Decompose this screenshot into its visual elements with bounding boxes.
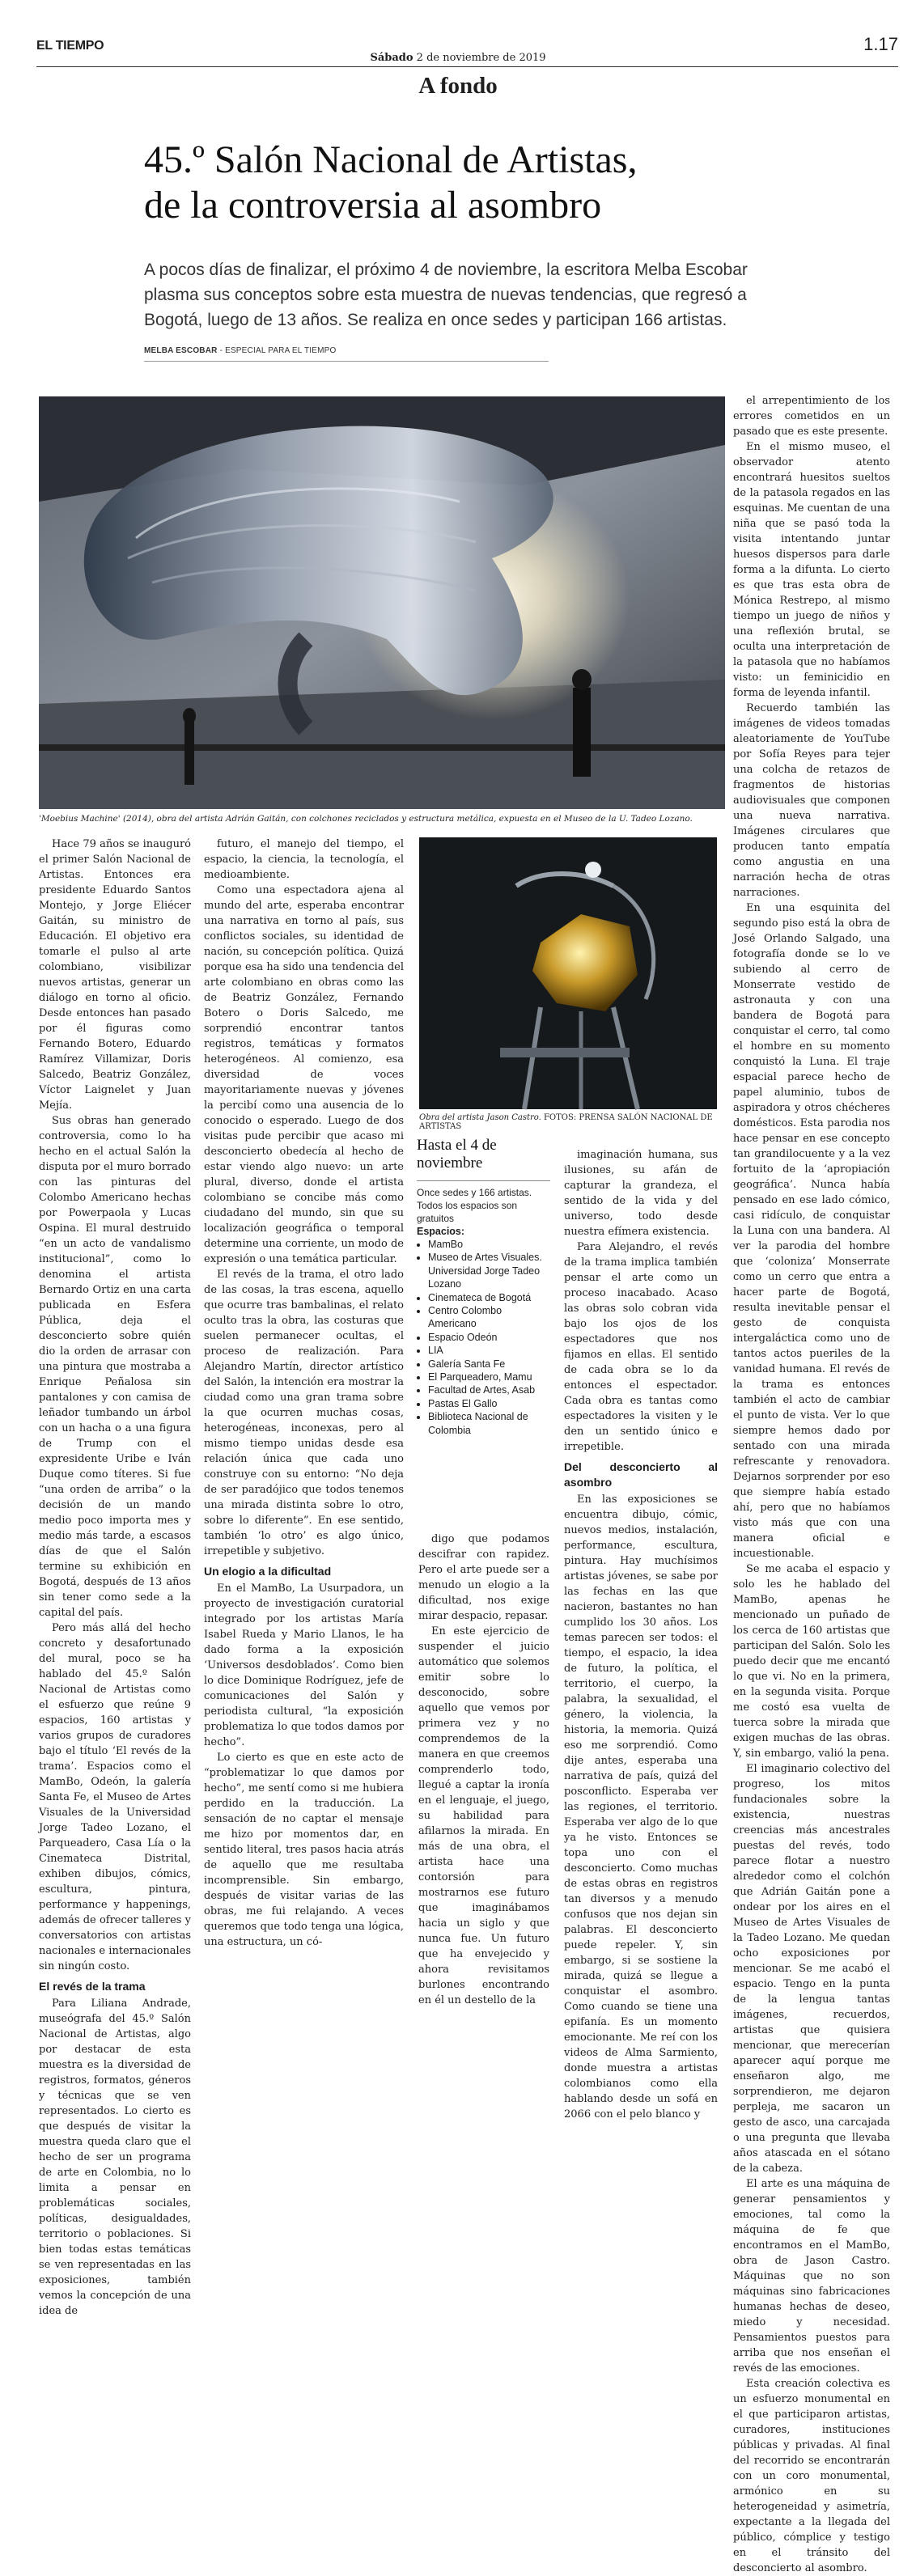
venue-item: • MamBo <box>428 1238 550 1251</box>
masthead: EL TIEMPO <box>36 39 104 53</box>
paragraph: Hace 79 años se inauguró el primer Salón Nacional de Artistas. Entonces era presidente Eduardo Santos Montejo, y Jorge Eliécer Gaitán, su ministro de Educación. El objetivo era tomarle el pulso al arte colombiano, visibilizar nuevos artistas, generar un diálogo en torno al oficio. Desde entonces han pasado por él figuras como Fernando Botero, Eduardo Ramírez Villamizar, Doris Salcedo, Beatriz González, Víctor Laignelet y Juan Mejía. <box>39 838 191 1112</box>
subheading-elogio-dificultad: Un elogio a la dificultad <box>204 1565 332 1578</box>
second-photo-caption <box>419 1113 727 1131</box>
moebius-machine-image <box>39 396 725 809</box>
paragraph: Lo cierto es que en este acto de “problematizar lo que damos por hecho”, me sentí como si me hubiera perdido en la traducción. La sensación de no captar el mensaje me hizo por momentos dar, en sentido literal, tres pasos hacia atrás de aquello que me resultaba incomprensible. Sin embargo, después de visitar varias de las obras, me fui relajando. A veces queremos que todo tenga una lógica, una estructura, un có- <box>204 1752 404 1948</box>
header-rule <box>36 66 898 67</box>
venue-item: • LIA <box>428 1344 550 1357</box>
page-number: 1.17 <box>863 34 898 54</box>
info-box <box>417 1137 550 1517</box>
paragraph: En este ejercicio de suspender el juicio automático que solemos emitir sobre lo desconocido, sobre aquello que vemos por primera vez y no comprendemos de la manera en que creemos comprenderlo todo, llegué a captar la ironía en el lenguaje, el juego, su habilidad para afilarnos la mirada. En más de una obra, el artista hace una contorsión para mostrarnos ese futuro que imaginábamos hacia un siglo y que nunca fue. Un futuro que ha envejecido y ahora revisitamos burlones encontrando en él un destello de la <box>418 1625 549 2006</box>
venue-item: • Cinemateca de Bogotá <box>428 1291 550 1304</box>
headline <box>144 138 791 228</box>
venue-item: • Espacio Odeón <box>428 1331 550 1344</box>
deck: A pocos días de finalizar, el próximo 4 de noviembre, la escritora Melba Escobar plasma sus conceptos sobre esta muestra de nuevas tendencias, que regresó a Bogotá, luego de 13 años. Se realiza en once sedes y participan 166 artistas. <box>144 261 748 329</box>
paragraph: El revés de la trama, el otro lado de las cosas, la tras escena, aquello que ocurre tras bambalinas, el relato oculto tras la obra, las costuras que suelen permanecer ocultas, el proceso de realización. Para Alejandro Martín, director artístico del Salón, la intención era mostrar la ciudad como una gran trama sobre la que ocurren muchas cosas, heterogéneas, inconexas, pero al mismo tiempo unidas desde esa relación única que cada uno construye con su entorno: “No deja de ser paradójico que todos tenemos una mirada distinta sobre lo otro, sobre lo diferente”. En ese sentido, también ‘lo otro’ es algo único, irrepetible y subjetivo. <box>204 1269 404 1557</box>
article-column-3 <box>418 1532 549 2006</box>
venue-item: • Centro Colombo Americano <box>428 1304 550 1331</box>
info-box-title: Hasta el 4 de noviembre <box>417 1137 497 1171</box>
paragraph: En las exposiciones se encuentra dibujo, cómic, nuevos medios, instalación, performance, escultura, pintura. Hay muchísimos artistas jóvenes, se sabe por las fechas en las que nacieron, bastantes no han cumplido los 30 años. Los temas parecen ser todos: el tiempo, el espacio, la idea de futuro, la política, el territorio, el cuerpo, la palabra, la sexualidad, el género, la violencia, la historia, la memoria. Quizá eso me sorprendió. Como dije antes, esperaba una narrativa de país, quizá del posconflicto. Esperaba ver las regiones, el territorio. Esperaba ver algo de lo que ya he visto. Entonces se topa uno con el desconcierto. Como muchas de estas obras en registros tan diversos y a menudo confusos que nos dejan sin palabras. El desconcierto puede repeler. Y, sin embargo, si se sostiene la mirada, quizá se llegue a conquistar el asombro. Como cuando se tiene una epifanía. Es un momento emocionante. Me reí con los videos de Alma Sarmiento, donde muestra a artistas colombianos como ella hablando desde un sofá en 2066 con el pelo blanco y <box>564 1493 718 2121</box>
jason-castro-artwork-image <box>419 837 717 1109</box>
paragraph: futuro, el manejo del tiempo, el espacio, la ciencia, la tecnología, el medioambiente. <box>204 838 404 881</box>
date-rest: 2 de noviembre de 2019 <box>416 52 546 64</box>
venues-list <box>417 1238 550 1437</box>
paragraph: Se me acaba el espacio y solo les he hablado del MamBo, apenas he mencionado un puñado de los cerca de 160 artistas que participan del Salón. Solo les puedo decir que me encantó lo que vi. No en la primera, en la segunda visita. Porque me costó esa vuelta de tuerca sobre la mirada que exigen muchas de las obras. Y, sin embargo, valió la pena. <box>733 1563 890 1760</box>
main-photo-caption: 'Moebius Machine' (2014), obra del artista Adrián Gaitán, con colchones reciclados y estructura metálica, expuesta en el Museo de la U. Tadeo Lozano. <box>39 814 693 824</box>
byline-name: MELBA ESCOBAR <box>144 346 218 355</box>
article-column-4 <box>564 1147 718 2121</box>
paragraph: digo que podamos descifrar con rapidez. Pero el arte puede ser a menudo un elogio a la dificultad, nos exige mirar despacio, repasar. <box>418 1533 549 1622</box>
paragraph: El imaginario colectivo del progreso, los mitos fundacionales sobre la existencia, nuestras creencias más ancestrales puestas del revés, todo parece flotar a nuestro alrededor como el colchón que Adrián Gaitán pone a ondear por los aires en el Museo de Artes Visuales de la Tadeo Lozano. Me quedan ocho exposiciones por mencionar. Se me acabó el espacio. Tengo en la punta de la lengua tantas imágenes, recuerdos, artistas que quisiera mencionar, que merecerían aparecer aquí porque me enseñaron algo, me sorprendieron, me dejaron perpleja, me sacaron un gesto de asco, una carcajada o una pregunta que llevaba años atascada en el sótano de la cabeza. <box>733 1763 890 2175</box>
venue-item: • Galería Santa Fe <box>428 1358 550 1371</box>
paragraph: Para Liliana Andrade, museógrafa del 45.º Salón Nacional de Artistas, algo por destacar de esta muestra es la diversidad de registros, formatos, géneros y técnicas que se ven representados. Lo cierto es que después de visitar la muestra queda claro que el hecho de ser un programa de arte en Colombia, no lo limita a pensar en problemáticas sociales, políticas, desigualdades, territorio o poblaciones. Si bien todas estas temáticas se ven representadas en las exposiciones, también vemos la concepción de una idea de <box>39 1998 191 2317</box>
paragraph: Sus obras han generado controversia, como lo ha hecho en el actual Salón la disputa por el muro borrado con las pinturas del Colombo Americano hechas por Powerpaola y Lucas Ospina. El mural destruido “en un acto de vandalismo institucional”, como lo denomina el artista Bernardo Ortiz en una carta publicada en Esfera Pública, deja el desconcierto sobre quién dio la orden de arrasar con una pintura que mostraba a Enrique Peñalosa sin pantalones y con camisa de leñador tumbando un árbol con un hacha o a una figura de Trump con el expresidente Uribe e Iván Duque como títeres. Si fue “una orden de arriba” o la decisión de un mando medio poco importa mes y medio más tarde, a escasos días de que el Salón termine su exhibición en Bogotá, después de 13 años sin tener como sede a la capital del país. <box>39 1115 191 1619</box>
byline-rule <box>144 361 549 362</box>
paragraph: Como una espectadora ajena al mundo del arte, esperaba encontrar una narrativa en torno al país, sus conflictos sociales, su identidad de nación, su concepción política. Quizá porque esa ha sido una tendencia del arte colombiano en obras como las de Beatriz González, Fernando Botero o Doris Salcedo, me sorprendió encontrar tantos registros, temáticas y formatos heterogéneos. Al comienzo, esa diversidad de voces mayoritariamente nuevas y jóvenes la percibí como una ausencia de lo conocido o esperado. Luego de dos visitas pude percibir que acaso mi desconcierto obedecía al hecho de estar viendo algo nuevo: un arte plural, diverso, donde el artista colombiano se concibe más como ciudadano del mundo, sin que su localización geográfica o temporal determine una corriente, un modo de expresión o una temática particular. <box>204 884 404 1265</box>
subheading-desconcierto-asombro: Del desconcierto al asombro <box>564 1460 718 1489</box>
section-title: A fondo <box>418 73 498 99</box>
paragraph: Esta creación colectiva es un esfuerzo monumental en el que participaron artistas, curadores, instituciones públicas y privadas. Al final del recorrido se encontrarán con un coro monumental, armónico en su heterogeneidad y asimetría, expectante a la llegada del público, cómplice y testigo en el tránsito del desconcierto al asombro. <box>733 2378 890 2574</box>
paragraph: Recuerdo también las imágenes de videos tomadas aleatoriamente de YouTube por Sofía Reyes para tejer una colcha de retazos de fragmentos de historias audiovisuales que componen una nueva narrativa. Imágenes circulares que producen tanto empatía como angustia en una narración hecha de otras narraciones. <box>733 702 890 899</box>
subheading-reves-de-la-trama: El revés de la trama <box>39 1980 146 1993</box>
paragraph: En el MamBo, La Usurpadora, un proyecto de investigación curatorial integrado por los artistas María Isabel Rueda y Mario Llanos, le ha dado forma a la exposición ‘Universos desdoblados’. Como bien lo dice Dominique Rodríguez, jefe de comunicaciones del Salón y periodista cultural, “la exposición problematiza lo que todos damos por hecho”. <box>204 1582 404 1748</box>
paragraph: Para Alejandro, el revés de la trama implica también pensar el arte como un proceso inacabado. Acaso las obras solo cobran vida bajo los ojos de los espectadores que nos fijamos en ellas. El sentido de cada obra se lo da entonces el espectador. Cada obra es tantas como espectadores la visiten y le den un sentido único e irrepetible. <box>564 1241 718 1453</box>
issue-date <box>0 52 916 64</box>
article-column-2 <box>204 837 404 1948</box>
paragraph: El arte es una máquina de generar pensamientos y emociones, tal como la máquina de fe que encontramos en el MamBo, obra de Jason Castro. Máquinas que no son máquinas sino fabricaciones humanas hechas de deseo, miedo y necesidad. Pensamientos puestos para arriba que nos enseñan el revés de las emociones. <box>733 2178 890 2375</box>
paragraph: En el mismo museo, el observador atento encontrará huesitos sueltos de la patasola regados en las esquinas. Me cuentan de una niña que se pasó toda la visita intentando juntar huesos dispersos para darle forma a la difunta. Lo cierto es que tras esta obra de Mónica Restrepo, al mismo tiempo un juego de niños y una reflexión brutal, se oculta una interpretación de la patasola que no habíamos visto: un feminicidio en forma de leyenda infantil. <box>733 441 890 699</box>
paragraph: imaginación humana, sus ilusiones, su afán de capturar la grandeza, el sentido de la vida y del universo, todo desde nuestra efímera existencia. <box>564 1149 718 1238</box>
caption-text: Obra del artista Jason Castro. <box>419 1113 541 1122</box>
second-photo <box>419 837 717 1109</box>
venue-item: • Museo de Artes Visuales. Universidad Jorge Tadeo Lozano <box>428 1251 550 1290</box>
venue-item: • Pastas El Gallo <box>428 1397 550 1410</box>
article-column-5 <box>733 393 890 2574</box>
article-column-1 <box>39 837 191 2317</box>
photo-credit: FOTOS: PRENSA SALÓN NACIONAL DE ARTISTAS <box>419 1113 713 1131</box>
headline-line-1: 45.º Salón Nacional de Artistas, <box>144 138 638 181</box>
headline-line-2: de la controversia al asombro <box>144 184 602 227</box>
info-box-intro: Once sedes y 166 artistas. Todos los espacios son gratuitos <box>417 1187 532 1224</box>
venue-item: • Biblioteca Nacional de Colombia <box>428 1410 550 1437</box>
venue-item: • El Parqueadero, Mamu <box>428 1371 550 1383</box>
byline-role: - ESPECIAL PARA EL TIEMPO <box>219 346 337 355</box>
paragraph: En una esquinita del segundo piso está la obra de José Orlando Salgado, una fotografía donde se lo ve subiendo al cerro de Monserrate vestido de astronauta y con una bandera de Bogotá para conquistar el cerro, tal como el hombre en su momento conquistó la Luna. El traje espacial parece hecho de papel aluminio, tubos de aspiradora y otros chécheres domésticos. Esta parodia nos hace pensar en ese concepto tan grandilocuente y a la vez fortuito de la ‘apropiación geográfica’. Nunca había pensado en ese lado cómico, casi ridículo, de conquistar la Luna con una bandera. Al ver la parodia del hombre que ‘coloniza’ Monserrate como un cerro que entra a hacer parte de Bogotá, resulta inevitable pensar el gesto de conquista intergaláctica como uno de tantos actos pueriles de la vanidad humana. El revés de la trama es entonces también el acto de cambiar el punto de vista. Ver lo que siempre hemos dado por sentado con una mirada refrescante y renovadora. Dejarnos sorprender por eso que siempre había estado ahí, pero que no habíamos visto más que con una manera oficial e incuestionable. <box>733 902 890 1560</box>
date-day: Sábado <box>370 52 413 64</box>
paragraph: el arrepentimiento de los errores cometidos en un pasado que es este presente. <box>733 395 890 438</box>
info-box-rule <box>417 1180 550 1181</box>
venue-item: • Facultad de Artes, Asab <box>428 1383 550 1396</box>
byline <box>144 346 337 355</box>
paragraph: Pero más allá del hecho concreto y desafortunado del mural, poco se ha hablado del 45.º Salón Nacional de Artistas como el esfuerzo que reúne 9 espacios, 160 artistas y varios grupos de curadores bajo el título ‘El revés de la trama’. Espacios como el MamBo, Odeón, la galería Santa Fe, el Museo de Artes Visuales de la Universidad Jorge Tadeo Lozano, el Parqueadero, Casa Lía o la Cinemateca Distrital, exhiben dibujos, cómics, escultura, pintura, performance y happenings, además de ofrecer talleres y conversatorios con artistas nacionales e internacionales sin ningún costo. <box>39 1622 191 1972</box>
main-photo <box>39 396 725 809</box>
venues-heading: Espacios: <box>417 1226 465 1237</box>
